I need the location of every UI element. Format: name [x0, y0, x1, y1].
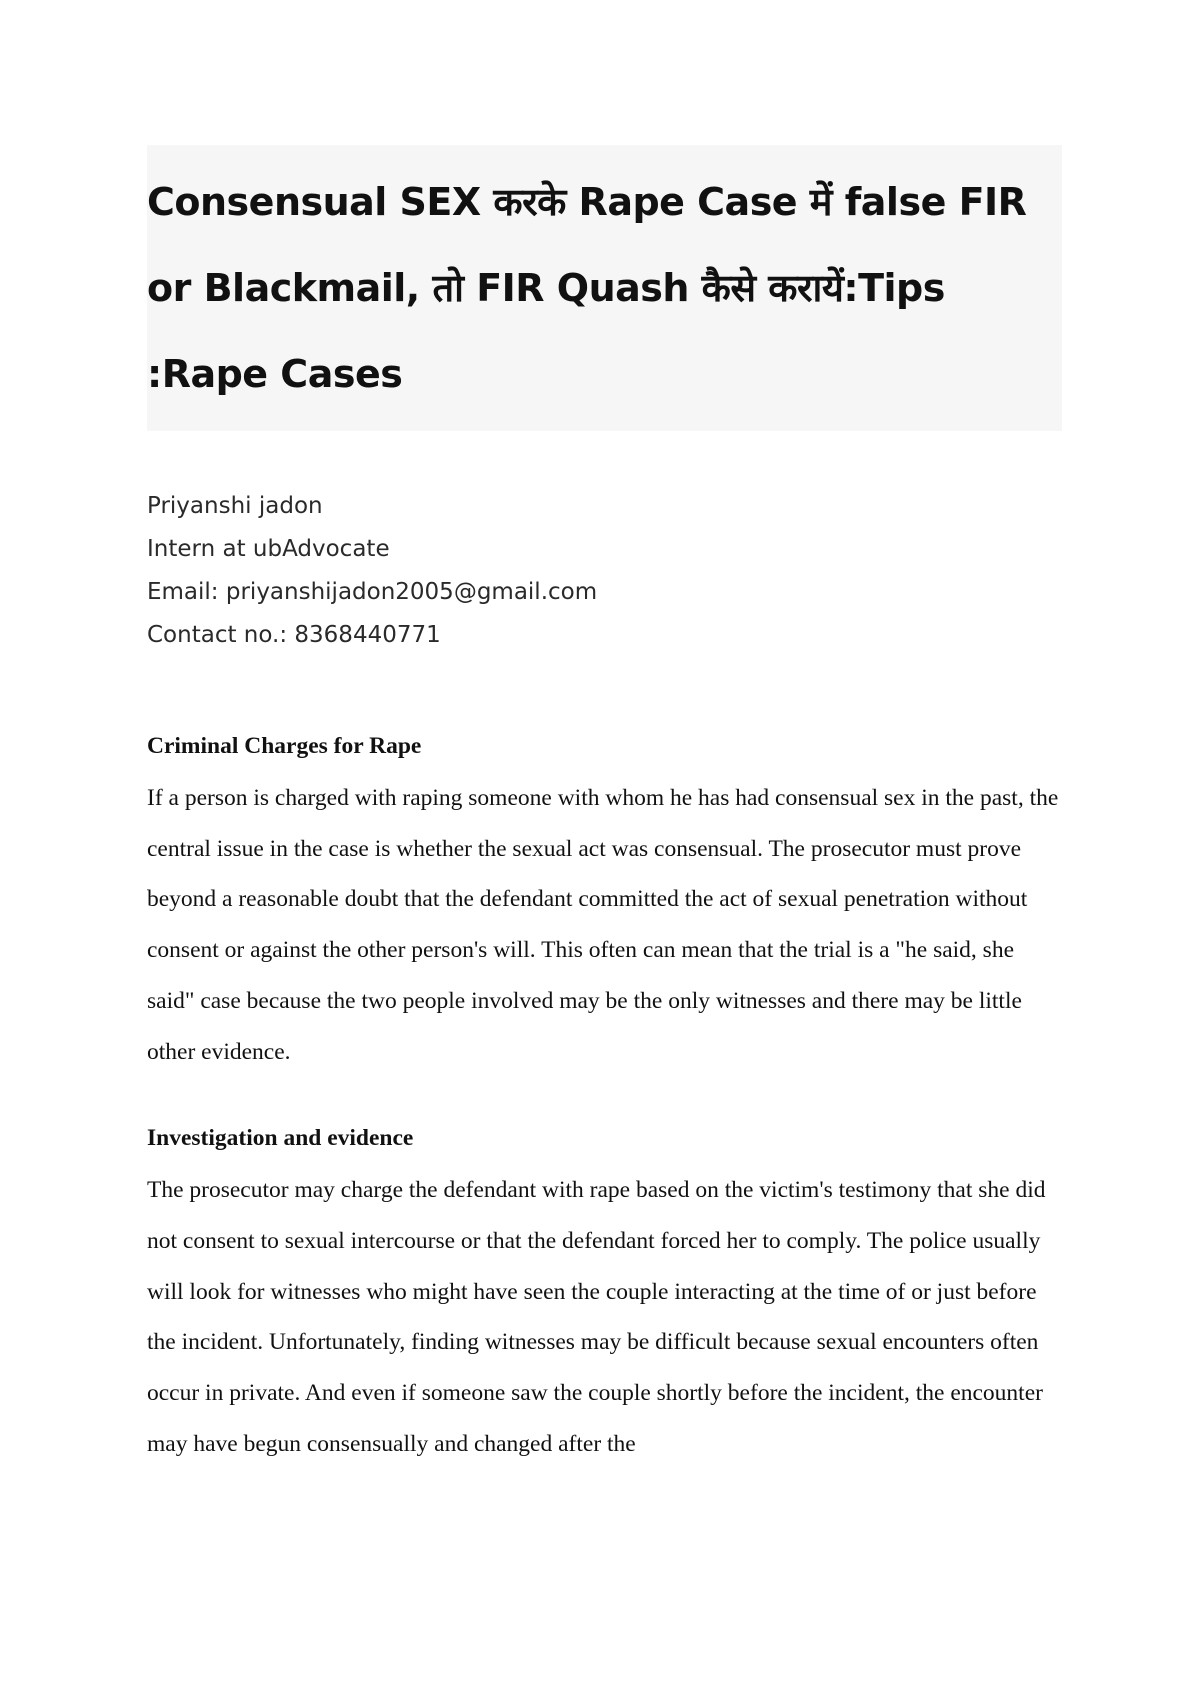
section-heading: Criminal Charges for Rape [147, 733, 422, 759]
author-email: Email: priyanshijadon2005@gmail.com [147, 579, 598, 605]
author-info [147, 485, 1062, 657]
section-body: If a person is charged with raping someone with whom he has had consensual sex in the past, the central issue in the case is whether the sexual act was consensual. The prosecutor must prove beyond a reasonable doubt that the defendant committed the act of sexual penetration without consent or against the other person's will. This often can mean that the trial is a "he said, she said" case because the two people involved may be the only witnesses and there may be little other evidence. [147, 785, 1059, 1065]
section-body: The prosecutor may charge the defendant with rape based on the victim's testimony that she did not consent to sexual intercourse or that the defendant forced her to comply. The police usually will look for witnesses who might have seen the couple interacting at the time of or just before the incident. Unfortunately, finding witnesses may be difficult because sexual encounters often occur in private. And even if someone saw the couple shortly before the incident, the encounter may have begun consensually and changed after the [147, 1177, 1046, 1457]
author-name: Priyanshi jadon [147, 493, 323, 519]
title-block [147, 145, 1062, 431]
document-title: Consensual SEX करके Rape Case में false FIR or Blackmail, तो FIR Quash कैसे करायें:Tips :Rape Cases [147, 180, 1027, 396]
document-page [147, 145, 1062, 1469]
author-role: Intern at ubAdvocate [147, 536, 390, 562]
section-investigation [147, 1117, 1062, 1469]
section-criminal-charges [147, 725, 1062, 1077]
section-heading: Investigation and evidence [147, 1125, 414, 1152]
author-contact: Contact no.: 8368440771 [147, 622, 441, 648]
